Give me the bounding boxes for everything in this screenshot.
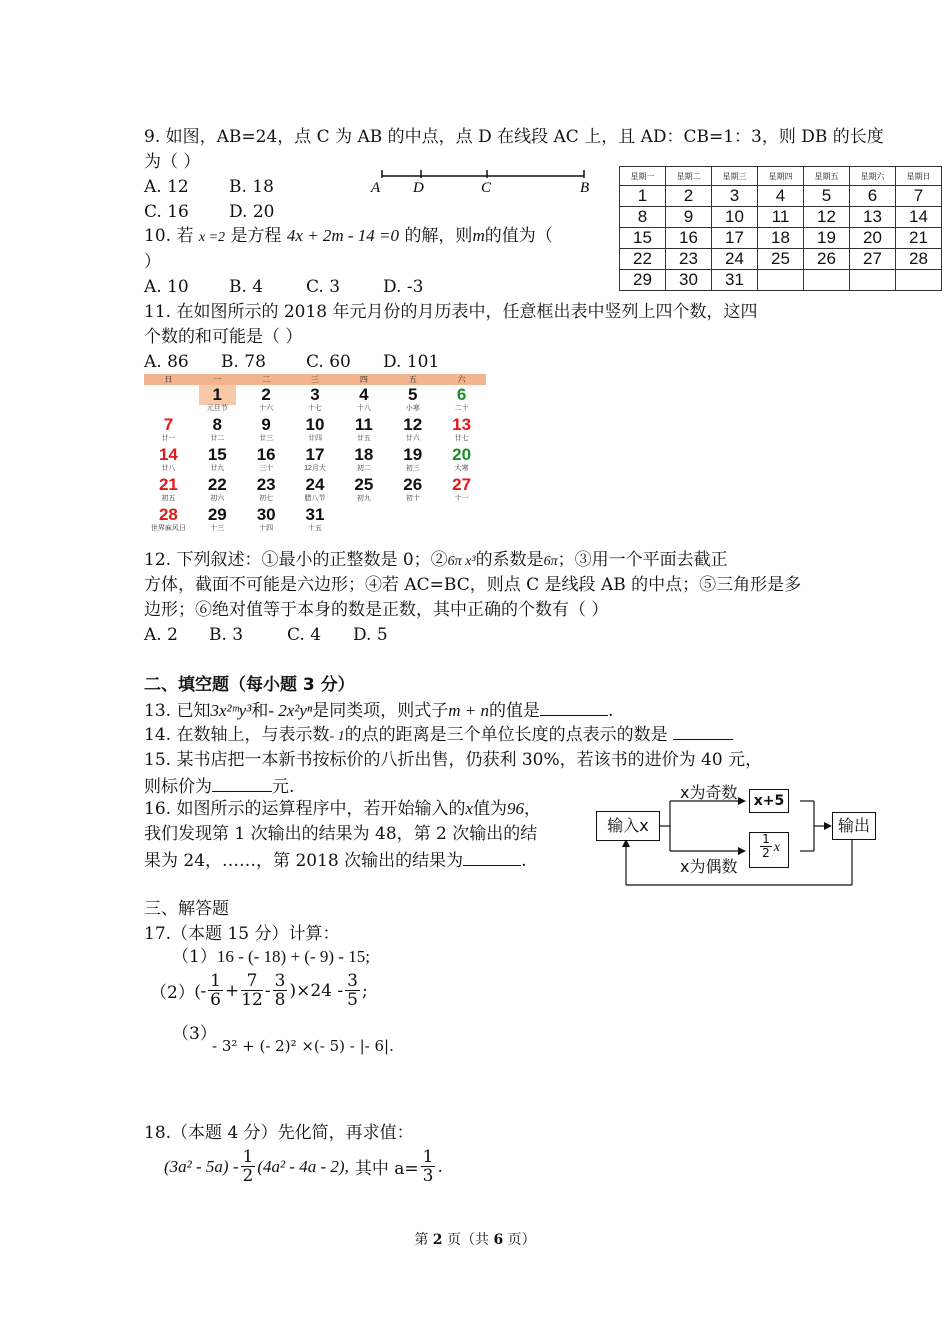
calendar-day-number: 8	[212, 415, 223, 434]
calendar-day-number: 22	[207, 475, 227, 494]
calendar-day: 29	[620, 270, 666, 291]
calendar-day: 20	[850, 228, 896, 249]
calendar-day-lunar: 初二	[356, 465, 371, 472]
calendar-day-lunar: 十三	[210, 525, 225, 532]
calendar-day	[388, 385, 437, 415]
calendar-day-number: 23	[256, 475, 276, 494]
calendar-day	[144, 385, 193, 415]
calendar-day-lunar: 廿五	[356, 435, 371, 442]
segment-label-d: D	[413, 180, 424, 196]
q9-option-c: C. 16	[144, 202, 189, 222]
calendar-day	[291, 505, 340, 535]
q12-option-c: C. 4	[287, 625, 322, 645]
calendar-day-lunar: 廿四	[308, 435, 322, 442]
calendar-day	[437, 505, 486, 535]
q18-expression: (3a² - 5a) - $\frac{1}{2}$ (4a² - 4a - 2), 其中 a= $\frac{1}{3}$ .	[164, 1147, 443, 1186]
q12-line1: 12. 下列叙述：①最小的正整数是 0；②6π x³的系数是6π；③用一个平面去截正	[144, 550, 728, 570]
q11-option-d: D. 101	[383, 352, 440, 372]
calendar-day-number: 16	[256, 445, 276, 464]
calendar-day: 5	[804, 186, 850, 207]
calendar-row	[620, 186, 942, 207]
calendar-day	[388, 475, 437, 505]
calendar-weekday: 星期日	[896, 167, 942, 186]
calendar-day	[291, 445, 340, 475]
calendar-day-number: 30	[256, 505, 276, 524]
calendar-day: 25	[758, 249, 804, 270]
calendar-day: 21	[896, 228, 942, 249]
calendar-row	[620, 270, 942, 291]
q14-answer-blank	[673, 721, 733, 740]
calendar-day-number: 2	[261, 385, 271, 404]
flow-input-box: 输入x	[596, 811, 660, 841]
calendar-weekday: 一	[213, 375, 222, 384]
calendar-day	[291, 385, 340, 415]
calendar-row	[144, 415, 486, 445]
flow-add-five-box: x+5	[749, 789, 789, 813]
calendar-day-number: 15	[207, 445, 227, 464]
calendar-day-lunar: 廿一	[161, 435, 176, 442]
calendar-day	[437, 445, 486, 475]
q11-option-b: B. 78	[221, 352, 266, 372]
calendar-day: 10	[712, 207, 758, 228]
q9-line1: 9. 如图，AB=24，点 C 为 AB 的中点，点 D 在线段 AC 上，且 AD：CB=1：3，则 DB 的长度	[144, 127, 884, 147]
calendar-day-lunar: 腊八节	[304, 495, 326, 502]
calendar-day-lunar: 廿三	[259, 435, 274, 442]
calendar-day: 11	[758, 207, 804, 228]
calendar-day: 17	[712, 228, 758, 249]
q16-answer-blank	[463, 847, 521, 866]
calendar-day	[896, 270, 942, 291]
calendar-day-lunar: 初六	[210, 495, 225, 502]
calendar-day-lunar: 三十	[259, 465, 274, 472]
calendar-day-number: 27	[452, 475, 472, 494]
q9-option-d: D. 20	[229, 202, 275, 222]
calendar-day	[339, 415, 388, 445]
calendar-day-lunar: 世界麻风日	[150, 525, 186, 532]
q16-line2: 我们发现第 1 次输出的结果为 48，第 2 次输出的结	[144, 824, 538, 844]
q9-line2: 为（ ）	[144, 152, 201, 172]
calendar-day	[339, 445, 388, 475]
calendar-weekday: 六	[457, 375, 466, 384]
calendar-day	[193, 385, 242, 415]
calendar-day-number: 18	[354, 445, 374, 464]
q11-line1: 11. 在如图所示的 2018 年元月份的月历表中，任意框出表中竖列上四个数，这四	[144, 302, 758, 322]
q10-option-b: B. 4	[229, 277, 264, 297]
calendar-weekday: 二	[262, 375, 271, 384]
calendar-day: 27	[850, 249, 896, 270]
calendar-day: 6	[850, 186, 896, 207]
calendar-day: 26	[804, 249, 850, 270]
calendar-day-lunar: 初七	[259, 495, 274, 502]
calendar-day	[804, 270, 850, 291]
calendar-day: 18	[758, 228, 804, 249]
calendar-weekday: 星期一	[620, 167, 666, 186]
calendar-day-number: 28	[158, 505, 178, 524]
q12-option-a: A. 2	[144, 625, 178, 645]
calendar-day-lunar: 廿九	[210, 465, 225, 472]
q13-line: 13. 已知3x²ᵐy³和- 2x²yⁿ是同类项，则式子m + n的值是 .	[144, 697, 613, 723]
calendar-weekday: 四	[359, 375, 368, 384]
calendar-day	[437, 475, 486, 505]
q17-part3-label: （3）	[172, 1024, 217, 1044]
calendar-day: 16	[666, 228, 712, 249]
calendar-weekday: 三	[311, 375, 319, 384]
calendar-day: 7	[896, 186, 942, 207]
segment-label-c: C	[481, 180, 492, 196]
calendar-day	[758, 270, 804, 291]
calendar-day	[339, 505, 388, 535]
calendar-day	[242, 505, 291, 535]
calendar-day-number: 12	[403, 415, 423, 434]
q17-part2: （2） (- $\frac{1}{6}$ + $\frac{7}{12}$ - $\frac{3}{8}$ )×24 - $\frac{3}{5}$ ;	[150, 971, 368, 1010]
calendar-day: 23	[666, 249, 712, 270]
calendar-day-number: 31	[305, 505, 325, 524]
calendar-day-lunar: 廿八	[161, 465, 176, 472]
calendar-row	[144, 445, 486, 475]
calendar-day: 14	[896, 207, 942, 228]
q11-option-a: A. 86	[144, 352, 189, 372]
calendar-day: 30	[666, 270, 712, 291]
calendar-weekday: 星期六	[850, 167, 896, 186]
calendar-day-number: 20	[452, 445, 472, 464]
calendar-day: 3	[712, 186, 758, 207]
q16-line3: 果为 24，……，第 2018 次输出的结果为 .	[144, 847, 527, 873]
q11-line2: 个数的和可能是（ ）	[144, 327, 303, 347]
calendar-day-lunar: 小寒	[405, 405, 420, 412]
calendar-day	[339, 475, 388, 505]
calendar-day-number: 29	[207, 505, 227, 524]
q18-title: 18.（本题 4 分）先化简，再求值：	[144, 1123, 414, 1143]
calendar-day	[193, 505, 242, 535]
calendar-weekday: 星期二	[666, 167, 712, 186]
calendar-weekday: 日	[164, 375, 173, 384]
calendar-day	[242, 385, 291, 415]
calendar-row	[144, 505, 486, 535]
calendar-table-plain	[619, 166, 942, 291]
q17-title: 17.（本题 15 分）计算：	[144, 924, 340, 944]
calendar-weekday: 星期五	[804, 167, 850, 186]
calendar-weekday: 五	[408, 375, 417, 384]
calendar-day-number: 24	[305, 475, 325, 494]
q9-option-a: A. 12	[144, 177, 189, 197]
flow-output-box: 输出	[832, 812, 876, 840]
calendar-day	[850, 270, 896, 291]
q12-option-d: D. 5	[353, 625, 388, 645]
q12-line3: 边形；⑥绝对值等于本身的数是正数，其中正确的个数有（ ）	[144, 600, 609, 620]
calendar-day-number: 6	[456, 385, 467, 404]
calendar-day	[291, 415, 340, 445]
calendar-day-lunar: 十七	[308, 405, 322, 412]
calendar-row	[144, 385, 486, 415]
q14-line: 14. 在数轴上，与表示数- 1的点的距离是三个单位长度的点表示的数是	[144, 721, 733, 749]
calendar-day: 31	[712, 270, 758, 291]
calendar-day-lunar: 12月大	[304, 465, 326, 472]
q10-condition: x =2	[198, 230, 226, 245]
calendar-day	[193, 445, 242, 475]
calendar-day-lunar: 廿二	[210, 435, 225, 442]
flow-half-box: $\frac{1}{2}$ x	[749, 832, 789, 868]
calendar-day-number: 25	[354, 475, 374, 494]
q17-part3-expr: - 3² + (- 2)² ×(- 5) - |- 6|.	[212, 1037, 394, 1055]
section-solve-title: 三、解答题	[144, 899, 229, 919]
q10-line2: ）	[144, 252, 161, 272]
q17-part1: （1）16 - (- 18) + (- 9) - 15;	[172, 947, 370, 967]
calendar-day	[242, 475, 291, 505]
calendar-day: 2	[666, 186, 712, 207]
q9-segment-figure	[366, 166, 596, 196]
q10-equation: 4x + 2m - 14 =0	[286, 226, 400, 245]
calendar-day-lunar: 初十	[405, 495, 420, 502]
calendar-day-number: 5	[407, 385, 418, 404]
q10-line1: 10. 若 x =2 是方程 4x + 2m - 14 =0 的解，则m的值为（	[144, 226, 553, 246]
calendar-day	[144, 505, 193, 535]
calendar-day-number: 3	[310, 385, 320, 404]
calendar-day	[291, 475, 340, 505]
q11-option-c: C. 60	[306, 352, 351, 372]
calendar-day-number: 21	[158, 475, 178, 494]
calendar-row	[144, 475, 486, 505]
segment-label-b: B	[580, 180, 590, 196]
calendar-grid-colored	[144, 374, 486, 535]
q10-option-d: D. -3	[383, 277, 424, 297]
calendar-day	[437, 415, 486, 445]
calendar-weekday-header	[144, 374, 486, 385]
calendar-day: 12	[804, 207, 850, 228]
calendar-row	[620, 249, 942, 270]
calendar-day: 19	[804, 228, 850, 249]
calendar-day: 15	[620, 228, 666, 249]
q15-line2: 则标价为 元.	[144, 773, 294, 799]
calendar-day-lunar: 十一	[454, 495, 469, 502]
calendar-day-lunar: 初三	[405, 465, 420, 472]
flow-odd-label: x为奇数	[680, 783, 738, 802]
calendar-day	[388, 415, 437, 445]
calendar-day-number: 19	[403, 445, 423, 464]
calendar-day-number: 7	[163, 415, 174, 434]
page-footer: 第 2 页（共 6 页）	[414, 1232, 536, 1248]
calendar-day	[144, 415, 193, 445]
calendar-day	[437, 385, 486, 415]
calendar-day-lunar: 大寒	[454, 465, 469, 472]
calendar-day-number: 14	[158, 445, 178, 464]
calendar-day-lunar: 十五	[308, 525, 322, 532]
calendar-row	[620, 228, 942, 249]
calendar-day-number: 4	[359, 385, 369, 404]
calendar-day-lunar: 廿七	[454, 435, 469, 442]
calendar-day-lunar: 元旦节	[206, 405, 228, 412]
calendar-day-lunar: 二十	[454, 405, 469, 412]
calendar-day-lunar: 十八	[356, 405, 371, 412]
calendar-day-lunar: 初五	[161, 495, 176, 502]
calendar-day: 8	[620, 207, 666, 228]
flow-even-label: x为偶数	[680, 857, 738, 876]
calendar-day	[388, 505, 437, 535]
calendar-day-lunar: 廿六	[405, 435, 420, 442]
calendar-day-number: 17	[305, 445, 325, 464]
calendar-day: 28	[896, 249, 942, 270]
calendar-day	[242, 415, 291, 445]
q12-line2: 方体，截面不可能是六边形；④若 AC=BC，则点 C 是线段 AB 的中点；⑤三角形是多	[144, 575, 802, 595]
calendar-day-number: 13	[452, 415, 472, 434]
calendar-weekday: 星期三	[712, 167, 758, 186]
calendar-day: 4	[758, 186, 804, 207]
calendar-day: 24	[712, 249, 758, 270]
calendar-day: 13	[850, 207, 896, 228]
calendar-day: 9	[666, 207, 712, 228]
calendar-day-number: 10	[305, 415, 325, 434]
segment-label-a: A	[371, 180, 381, 196]
calendar-day-number: 1	[199, 385, 236, 405]
calendar-day: 1	[620, 186, 666, 207]
q15-answer-blank	[212, 773, 272, 792]
calendar-day	[388, 445, 437, 475]
calendar-day	[339, 385, 388, 415]
calendar-day	[193, 415, 242, 445]
calendar-day: 22	[620, 249, 666, 270]
q9-option-b: B. 18	[229, 177, 274, 197]
q10-option-a: A. 10	[144, 277, 189, 297]
q15-line1: 15. 某书店把一本新书按标价的八折出售，仍获利 30%，若该书的进价为 40 元，	[144, 750, 763, 770]
section-fill-in-title: 二、填空题（每小题 3 分）	[144, 675, 355, 695]
q13-answer-blank	[540, 697, 608, 716]
calendar-day-lunar: 十六	[259, 405, 274, 412]
calendar-day-lunar: 初九	[356, 495, 371, 502]
calendar-day	[242, 445, 291, 475]
calendar-day	[193, 475, 242, 505]
calendar-row	[620, 207, 942, 228]
calendar-day	[144, 445, 193, 475]
calendar-day-number: 26	[403, 475, 423, 494]
calendar-weekday: 星期四	[758, 167, 804, 186]
calendar-day	[144, 475, 193, 505]
q10-option-c: C. 3	[306, 277, 341, 297]
calendar-day-number: 11	[354, 415, 373, 434]
q12-option-b: B. 3	[209, 625, 244, 645]
calendar-day-lunar: 十四	[259, 525, 274, 532]
calendar-day-number: 9	[261, 415, 271, 434]
q16-line1: 16. 如图所示的运算程序中，若开始输入的x值为96，	[144, 799, 541, 819]
